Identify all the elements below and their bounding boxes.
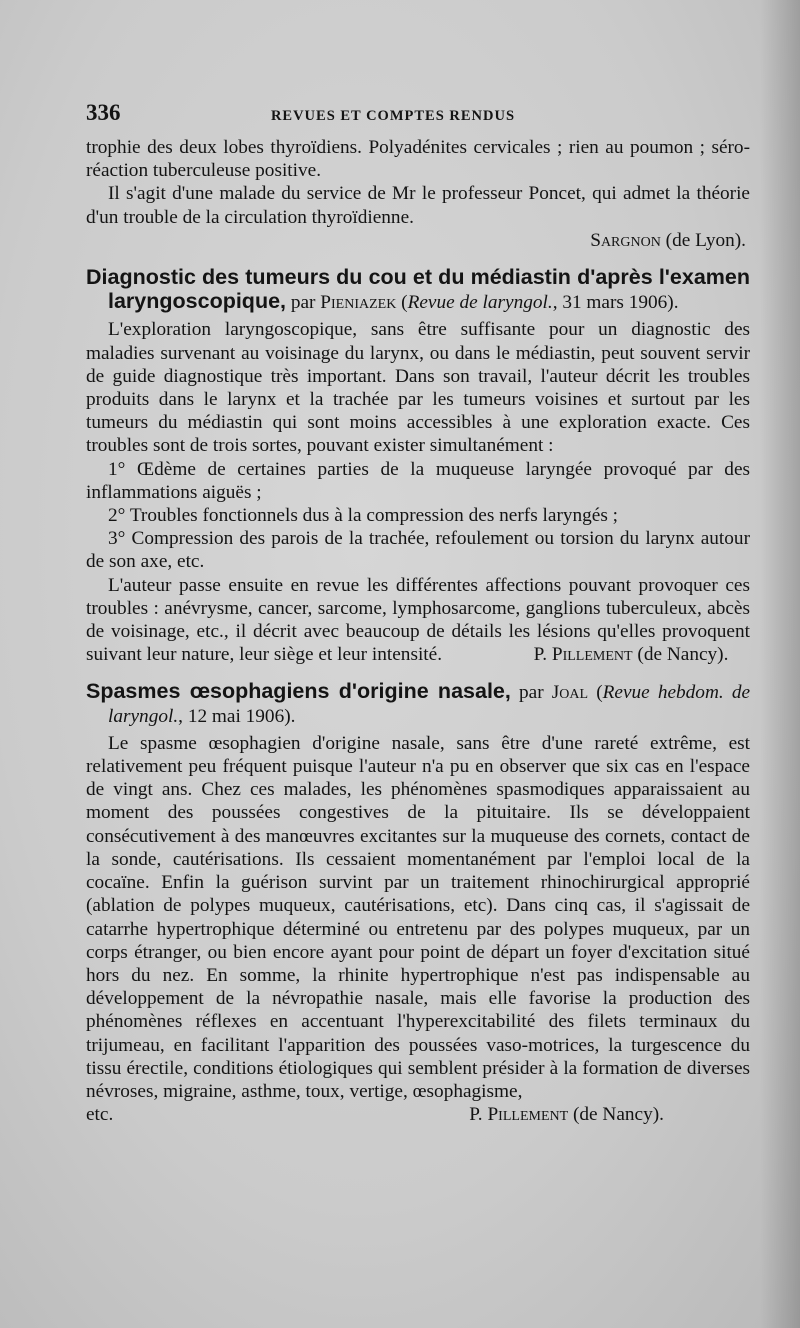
signature-initial: P. [469,1104,483,1126]
signature-place: (de Lyon). [665,229,746,251]
article1-paragraph-1: L'exploration laryngoscopique, sans être suffisante pour un diagnostic des maladies survenant au voisinage du larynx, ou dans le médiastin, peut souvent servir de guide diagnostique très important. Dans son travail, l'auteur décrit les troubles produits dans le larynx et la trachée par les tumeurs voisines et surtout par les tumeurs du médiastin qui sont moins accessibles à une exploration exacte. Ces troubles sont de trois sortes, pouvant exister simultanément : [86,319,750,457]
article1-item-3: 3° Compression des parois de la trachée, refoulement ou torsion du larynx autour de son axe, etc. [86,528,750,573]
article1-item-2: 2° Troubles fonctionnels dus à la compression des nerfs laryngés ; [108,505,619,527]
journal-date: , 12 mai 1906). [178,705,296,727]
text-column [86,100,750,1126]
article-by: par [290,292,316,314]
ref-open: ( [401,292,408,314]
ref-open: ( [596,682,603,704]
signature-name: Pillement [487,1104,569,1126]
article-title-1 [86,266,750,314]
journal-date: , 31 mars 1906). [552,292,679,314]
journal-name: Revue hebdom. de laryngol. [108,682,751,727]
signature-name: Sargnon [590,229,661,251]
article-author: Joal [551,682,589,704]
signature-pillement [469,1103,750,1126]
signature-place: (de Nancy). [637,644,729,666]
page-edge-shadow [760,0,800,1328]
article1-item-1: 1° Œdème de certaines parties de la muqueuse laryngée provoqué par des inflammations aiguës ; [86,458,750,503]
signature-place: (de Nancy). [572,1104,664,1126]
continuation-paragraph: trophie des deux lobes thyroïdiens. Polyadénites cervicales ; rien au poumon ; séro-réaction tuberculeuse positive. [86,137,750,182]
article2-paragraph-1: Le spasme œsophagien d'origine nasale, sans être d'une rareté extrême, est relativement peu fréquent puisque l'auteur n'a pu en observer que six cas en l'espace de vingt ans. Chez ces malades, les phénomènes spasmodiques apparaissaient au moment des poussées congestives de la pituitaire. Ils se développaient consécutivement à des manœuvres excitantes sur la muqueuse des cornets, contact de la sonde, cautérisations. Ils cessaient momentanément par l'emploi local de la cocaïne. Enfin la guérison survint par un traitement rhinochirurgical approprié (ablation de polypes muqueux, cautérisations, etc). Dans cinq cas, il s'agissait de catarrhe hypertrophique déterminé ou entretenu par des polypes muqueux, par un corps étranger, ou bien encore ayant pour point de départ un foyer d'excitation situé hors du nez. En somme, la rhinite hypertrophique n'est pas indispensable au développement de la névropathie nasale, mais elle favorise la production des phénomènes réflexes en accentuant l'hyperexcitabilité des filets terminaux du trijumeau, en facilitant l'apparition des poussées vaso-motrices, la turgescence du tissu érectile, conditions étiologiques qui semblent présider à la formation de diverses névroses, migraine, asthme, toux, vertige, œsophagisme, [86,732,750,1102]
closing-word: etc. [86,1104,114,1126]
running-title: REVUES ET COMPTES RENDUS [270,108,516,124]
page-header [86,100,750,136]
article-by: par [519,682,544,704]
article1-paragraph-2-text: L'auteur passe ensuite en revue les différentes affections pouvant provoquer ces troubles : anévrysme, cancer, sarcome, lymphosarcome, ganglions tuberculeux, abcès de voisinage, etc., il décrit avec beaucoup de détails les lésions qu'elles provoquent suivant leur nature, leur siège et leur intensité. [86,574,750,666]
signature-name: Pillement [551,644,633,666]
article1-paragraph-2 [86,574,750,667]
article-title-2 [86,680,750,727]
continuation-paragraph-2: Il s'agit d'une malade du service de Mr le professeur Poncet, qui admet la théorie d'un trouble de la circulation thyroïdienne. [86,183,750,228]
journal-name: Revue de laryngol. [407,292,553,314]
article-author: Pieniazek [320,292,397,314]
article-heading: Diagnostic des tumeurs du cou et du médiastin d'après l'examen laryngoscopique, [86,265,750,314]
article2-closing-line [86,1103,750,1126]
signature-initial: P. [533,644,548,666]
page-number: 336 [86,100,121,125]
article-heading: Spasmes œsophagiens d'origine nasale, [86,679,511,704]
signature-sargnon [86,229,750,252]
